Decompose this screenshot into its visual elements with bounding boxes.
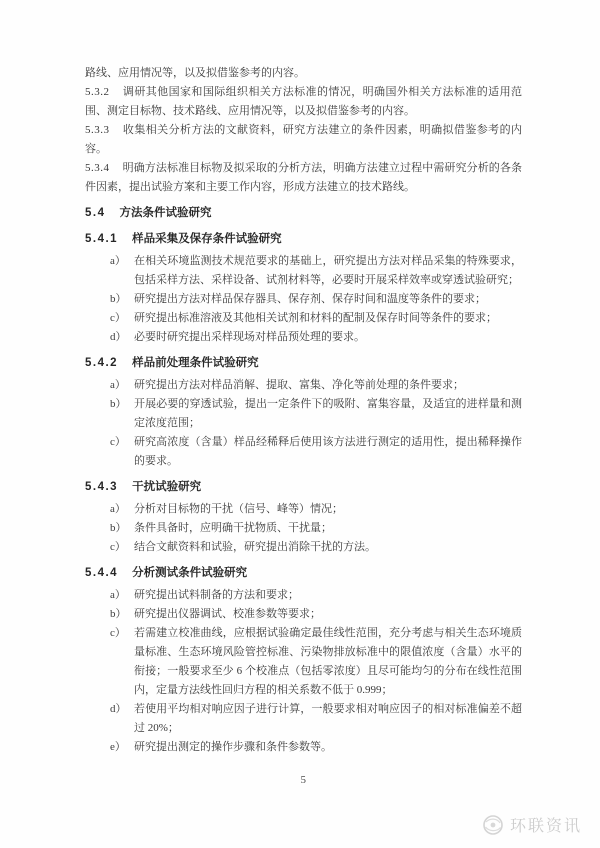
section-heading-5-4-2 bbox=[85, 354, 522, 373]
item-label: a） bbox=[110, 255, 126, 267]
section-heading-5-4-3 bbox=[85, 478, 522, 497]
item-label: c） bbox=[110, 627, 126, 639]
section-title: 干扰试验研究 bbox=[132, 481, 202, 493]
list-item-5-4-4-d bbox=[110, 700, 522, 738]
item-text: 分析对目标物的干扰（信号、峰等）情况； bbox=[134, 503, 343, 515]
list-item-5-4-3-a bbox=[110, 500, 522, 519]
document-content bbox=[85, 64, 522, 790]
clause-number: 5.3.4 bbox=[85, 162, 110, 174]
item-label: d） bbox=[110, 703, 127, 715]
list-item-5-4-2-b bbox=[110, 395, 522, 433]
section-title: 样品前处理条件试验研究 bbox=[132, 357, 259, 369]
list-item-5-4-2-c bbox=[110, 433, 522, 471]
list-item-5-4-1-c bbox=[110, 309, 522, 328]
item-label: c） bbox=[110, 541, 126, 553]
clause-text: 调研其他国家和国际组织相关方法标准的情况，明确国外相关方法标准的适用范围、测定目标物、技术路线、应用情况等，以及拟借鉴参考的内容。 bbox=[85, 86, 522, 117]
clause-5-3-4 bbox=[85, 159, 522, 197]
item-text: 研究提出标准溶液及其他相关试剂和材料的配制及保存时间等条件的要求； bbox=[134, 312, 497, 324]
section-title: 分析测试条件试验研究 bbox=[132, 567, 248, 579]
section-heading-5-4-4 bbox=[85, 564, 522, 583]
item-label: a） bbox=[110, 379, 126, 391]
section-title: 样品采集及保存条件试验研究 bbox=[132, 233, 282, 245]
item-text: 在相关环境监测技术规范要求的基础上，研究提出方法对样品采集的特殊要求，包括采样方法、采样设备、试剂材料等，必要时开展采样效率或穿透试验研究； bbox=[134, 255, 522, 286]
clause-number: 5.3.3 bbox=[85, 124, 110, 136]
clause-text: 收集相关分析方法的文献资料，研究方法建立的条件因素，明确拟借鉴参考的内容。 bbox=[85, 124, 522, 155]
section-heading-5-4-1 bbox=[85, 230, 522, 249]
list-item-5-4-4-b bbox=[110, 605, 522, 624]
section-title: 方法条件试验研究 bbox=[119, 207, 212, 219]
section-number: 5.4 bbox=[85, 207, 106, 219]
list-item-5-4-1-a bbox=[110, 252, 522, 290]
item-text: 若使用平均相对响应因子进行计算，一般要求相对响应因子的相对标准偏差不超过 20%； bbox=[134, 703, 522, 734]
section-number: 5.4.1 bbox=[85, 233, 119, 245]
list-item-5-4-1-b bbox=[110, 290, 522, 309]
list-item-5-4-4-a bbox=[110, 586, 522, 605]
list-item-5-4-3-b bbox=[110, 519, 522, 538]
item-label: b） bbox=[110, 398, 127, 410]
item-text: 结合文献资料和试验，研究提出消除干扰的方法。 bbox=[134, 541, 376, 553]
item-label: c） bbox=[110, 436, 126, 448]
item-text: 开展必要的穿透试验，提出一定条件下的吸附、富集容量，及适宜的进样量和测定浓度范围； bbox=[134, 398, 522, 429]
clause-5-3-3 bbox=[85, 121, 522, 159]
intro-paragraph: 路线、应用情况等，以及拟借鉴参考的内容。 bbox=[85, 67, 305, 79]
list-item-5-4-4-e bbox=[110, 738, 522, 757]
item-text: 研究提出方法对样品保存器具、保存剂、保存时间和温度等条件的要求； bbox=[134, 293, 486, 305]
item-text: 研究高浓度（含量）样品经稀释后使用该方法进行测定的适用性，提出稀释操作的要求。 bbox=[134, 436, 522, 467]
list-item-5-4-1-d bbox=[110, 328, 522, 347]
list-item-5-4-3-c bbox=[110, 538, 522, 557]
item-label: b） bbox=[110, 522, 127, 534]
item-label: c） bbox=[110, 312, 126, 324]
item-text: 研究提出试料制备的方法和要求； bbox=[134, 589, 299, 601]
list-item-5-4-4-c bbox=[110, 624, 522, 700]
page-number: 5 bbox=[300, 774, 307, 786]
item-text: 若需建立校准曲线，应根据试验确定最佳线性范围，充分考虑与相关生态环境质量标准、生态环境风险管控标准、污染物排放标准中的限值浓度（含量）水平的衔接；一般要求至少 6 个校准点（包括零浓度）且尽可能均匀的分布在线性范围内，定量方法线性回归方程的相关系数不低于 0.999； bbox=[134, 627, 522, 696]
item-text: 条件具备时，应明确干扰物质、干扰量； bbox=[134, 522, 332, 534]
clause-text: 明确方法标准目标物及拟采取的分析方法，明确方法建立过程中需研究分析的各条件因素，提出试验方案和主要工作内容，形成方法建立的技术路线。 bbox=[85, 162, 522, 193]
watermark-logo-icon bbox=[482, 814, 504, 836]
item-text: 研究提出方法对样品消解、提取、富集、净化等前处理的条件要求； bbox=[134, 379, 464, 391]
list-item-5-4-2-a bbox=[110, 376, 522, 395]
item-label: b） bbox=[110, 293, 127, 305]
watermark bbox=[482, 813, 582, 836]
section-number: 5.4.3 bbox=[85, 481, 119, 493]
section-number: 5.4.4 bbox=[85, 567, 119, 579]
item-text: 研究提出仪器调试、校准参数等要求； bbox=[134, 608, 321, 620]
watermark-text: 环联资讯 bbox=[509, 818, 582, 835]
item-label: d） bbox=[110, 331, 127, 343]
item-text: 研究提出测定的操作步骤和条件参数等。 bbox=[134, 741, 332, 753]
section-heading-5-4 bbox=[85, 204, 522, 223]
clause-5-3-2 bbox=[85, 83, 522, 121]
item-text: 必要时研究提出采样现场对样品预处理的要求。 bbox=[134, 331, 365, 343]
item-label: b） bbox=[110, 608, 127, 620]
item-label: a） bbox=[110, 503, 126, 515]
section-number: 5.4.2 bbox=[85, 357, 119, 369]
clause-number: 5.3.2 bbox=[85, 86, 110, 98]
item-label: a） bbox=[110, 589, 126, 601]
item-label: e） bbox=[110, 741, 126, 753]
